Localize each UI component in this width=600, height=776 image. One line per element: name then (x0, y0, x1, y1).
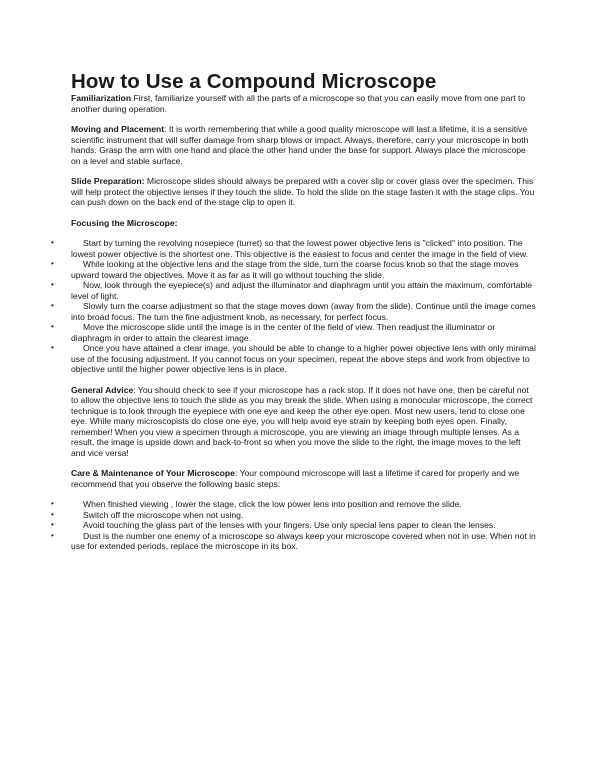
page-title: How to Use a Compound Microscope (71, 70, 437, 93)
moving-text: : It is worth remembering that while a good quality microscope will last a lifetime, it is a sensitive scientific instrument that will suffer damage from sharp blows or impact. Always, therefore, carry your microscope in both hands. Grasp the arm with one hand and place the other hand under the base for support. Always place the microscope on a level and stable surface. (71, 124, 529, 166)
list-item (51, 301, 537, 322)
bullet-icon: • (51, 322, 54, 331)
bullet-icon: • (51, 343, 54, 352)
list-item-text: While looking at the objective lens and the stage from the side, turn the coarse focus knob so that the stage moves upward toward the objectives. Move it as far as it will go without touching the slide. (71, 259, 519, 280)
bullet-icon: • (51, 520, 54, 529)
care-text: : Your compound microscope will last a lifetime if cared for properly and we recommend that you observe the following basic steps: (71, 468, 520, 489)
bullet-icon: • (51, 259, 54, 268)
list-item-text: Move the microscope slide until the image is in the center of the field of view. Then readjust the illuminator or diaphragm in order to attain the clearest image. (71, 322, 496, 343)
familiarization-text: First, familiarize yourself with all the parts of a microscope so that you can easily move from one part to another during operation. (71, 93, 526, 114)
general-advice-paragraph (71, 385, 537, 459)
list-item-text: Switch off the microscope when not using. (83, 509, 244, 520)
list-item (51, 322, 537, 343)
familiarization-paragraph (71, 93, 537, 114)
list-item (51, 509, 537, 521)
care-heading: Care & Maintenance of Your Microscope (71, 468, 235, 478)
focusing-heading: Focusing the Microscope: (71, 217, 178, 228)
list-item (51, 238, 537, 259)
general-advice-text: : You should check to see if your microscope has a rack stop. If it does not have one, then be careful not to allow the objective lens to touch the slide as you may break the slide. When using a monocular microscope, the correct technique is to look through the eyepiece with one eye and keep the other eye open. Most new users, tend to close one eye. While many microscopists do close one eye, you will help avoid eye strain by keeping both eyes open. Finally, remember! When you view a specimen through a microscope, you are viewing an image through multiple lenses. As a result, the image is upside down and back-to-front so when you move the slide to the right, the image moves to the left and vice versa! (71, 384, 533, 458)
list-item-text: When finished viewing , lower the stage, click the low power lens into position and remove the slide. (83, 499, 462, 509)
list-item-text: Dust is the number one enemy of a microscope so always keep your microscope covered when not in use. When not in use for extended periods, replace the microscope in its box. (71, 530, 536, 551)
bullet-icon: • (51, 509, 54, 519)
list-item-text: Start by turning the revolving nosepiece (turret) so that the lowest power objective lens is "clicked" into position. The lowest power objective is the shortest one. This objective is the easiest to focus and center the image in the field of view. (71, 238, 528, 259)
list-item-text: Slowly turn the coarse adjustment so that the stage moves down (away from the slide). Continue until the image comes into broad focus. The turn the fine adjustment knob, as necessary, for perfect focus. (71, 301, 536, 322)
bullet-icon: • (51, 301, 54, 310)
list-item (51, 530, 537, 552)
list-item (51, 259, 537, 280)
list-item-text: Now, look through the eyepiece(s) and adjust the illuminator and diaphragm until you attain the maximum, comfortable level of light. (71, 280, 533, 301)
care-paragraph (71, 468, 537, 489)
slide-prep-text: Microscope slides should always be prepared with a cover slip or cover glass over the specimen. This will help protect the objective lenses if they touch the slide. To hold the slide on the stage fasten it with the stage clips. You can push down on the back end of the stage clip to open it. (71, 176, 535, 207)
slide-prep-paragraph (71, 176, 537, 208)
bullet-icon: • (51, 499, 54, 508)
list-item-text: Once you have attained a clear image, you should be able to change to a higher power objective lens with only minimal use of the focusing adjustment. If you cannot focus on your specimen, repeat the above steps and work from objective to objective until the higher power objective lens is in place. (71, 343, 536, 374)
bullet-icon: • (51, 280, 54, 289)
familiarization-heading: Familiarization (71, 93, 132, 103)
document-content (51, 70, 537, 552)
focusing-list (51, 238, 537, 375)
general-advice-heading: General Advice (71, 384, 134, 395)
list-item-text: Avoid touching the glass part of the lenses with your fingers. Use only special lens paper to clean the lenses. (83, 520, 496, 530)
list-item (51, 280, 537, 301)
bullet-icon: • (51, 530, 54, 540)
slide-prep-heading: Slide Preparation: (71, 176, 145, 186)
list-item (51, 520, 537, 531)
moving-paragraph (71, 124, 537, 166)
list-item (51, 499, 537, 510)
moving-heading: Moving and Placement (71, 124, 165, 134)
bullet-icon: • (51, 238, 54, 247)
list-item (51, 343, 537, 375)
care-list (51, 499, 537, 552)
